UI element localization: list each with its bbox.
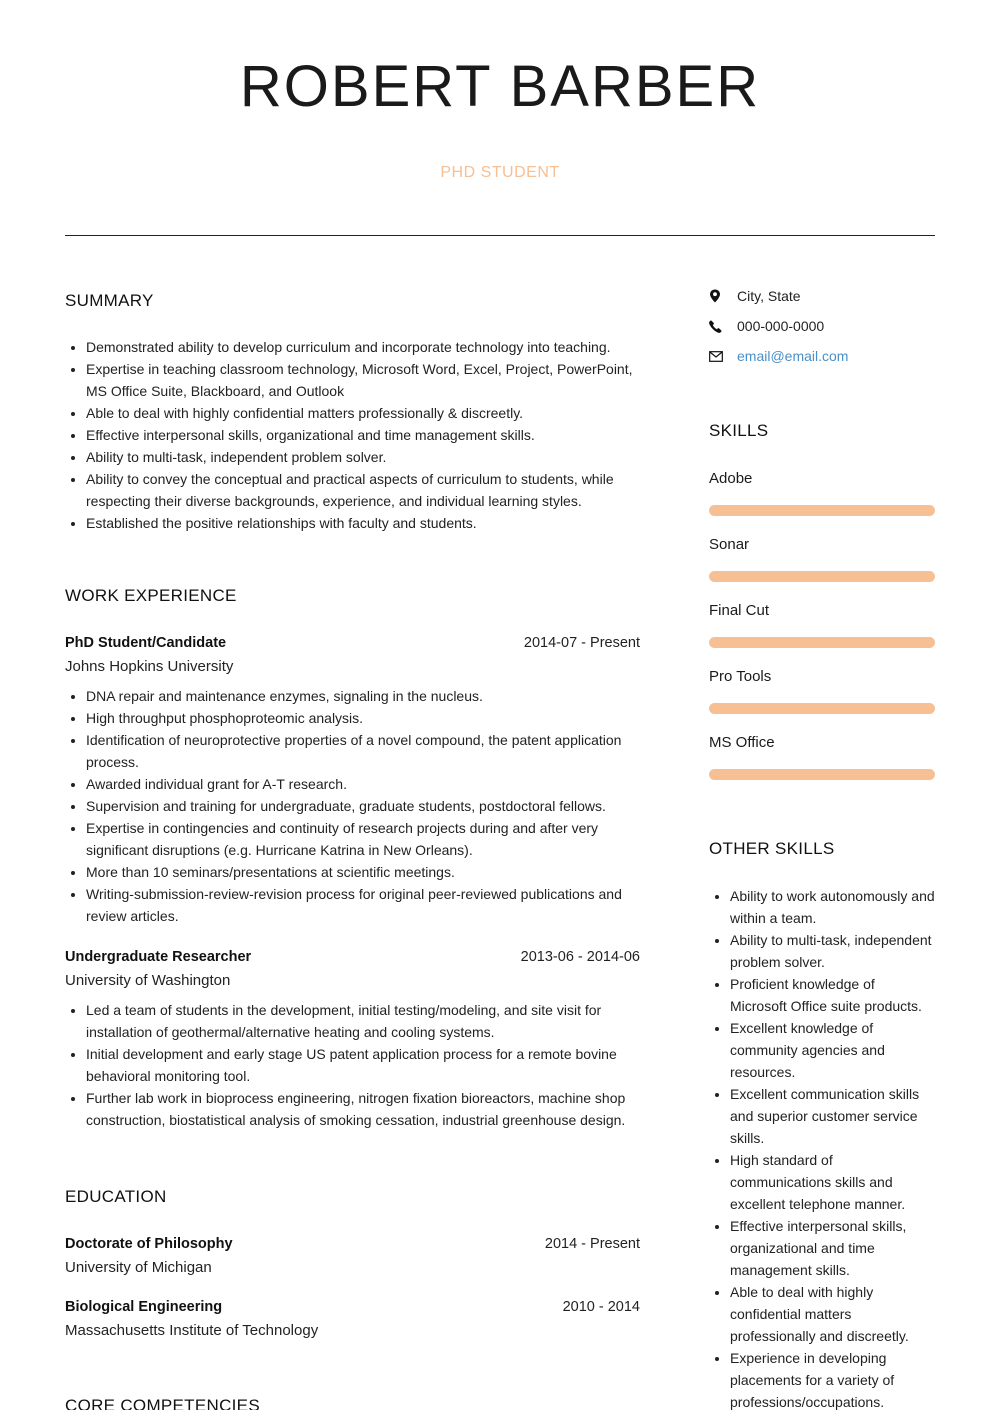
education-dates: 2014 - Present	[544, 1236, 640, 1252]
school-name: University of Michigan	[65, 1259, 212, 1276]
core-competencies-section	[65, 1395, 640, 1410]
experience-section	[65, 585, 640, 1131]
list-item: • Ability to work autonomously and within a team.	[730, 885, 935, 929]
list-item: • Ability to multi-task, independent problem solver.	[86, 446, 640, 468]
list-item: • Excellent knowledge of community agencies and resources.	[730, 1017, 935, 1083]
experience-heading: WORK EXPERIENCE	[65, 586, 237, 605]
skill-name: MS Office	[709, 734, 775, 751]
skill-bar	[709, 571, 935, 582]
list-item: • Experience in developing placements for a variety of professions/occupations.	[730, 1347, 935, 1410]
job-header	[65, 632, 640, 654]
list-item: • Established the positive relationships with faculty and students.	[86, 512, 640, 534]
list-item: • Able to deal with highly confidential matters professionally and discreetly.	[730, 1281, 935, 1347]
skill-name: Pro Tools	[709, 668, 772, 685]
job-dates: 2014-07 - Present	[523, 635, 640, 651]
list-item: • Supervision and training for undergraduate, graduate students, postdoctoral fellows.	[86, 795, 640, 817]
job-organization: Johns Hopkins University	[65, 658, 234, 675]
contact-email	[709, 341, 935, 371]
skill-item	[709, 534, 935, 582]
other-skills-heading: OTHER SKILLS	[709, 839, 835, 858]
candidate-name: ROBERT BARBER	[239, 54, 761, 119]
list-item: • Initial development and early stage US patent application process for a remote bovine behavioral monitoring tool.	[86, 1043, 640, 1087]
education-dates: 2010 - 2014	[562, 1299, 640, 1315]
email-link[interactable]: email@email.com	[737, 348, 849, 364]
skill-bar	[709, 769, 935, 780]
list-item: • Led a team of students in the development, initial testing/modeling, and site visit for installation of geothermal/alternative heating and cooling systems.	[86, 999, 640, 1043]
list-item: • Further lab work in bioprocess engineering, nitrogen fixation bioreactors, machine shop construction, biostatistical analysis of smoking cessation, industrial greenhouse design.	[86, 1087, 640, 1131]
contact-phone	[709, 311, 935, 341]
job-duties	[65, 999, 640, 1131]
education-entry	[65, 1233, 640, 1279]
contact-location	[709, 281, 935, 311]
list-item: • Excellent communication skills and superior customer service skills.	[730, 1083, 935, 1149]
skill-bar-fill	[709, 637, 935, 648]
resume-header	[0, 0, 1000, 236]
list-item: • Writing-submission-review-revision process for original peer-reviewed publications and review articles.	[86, 883, 640, 927]
education-heading: EDUCATION	[65, 1187, 167, 1206]
skill-item	[709, 468, 935, 516]
skills-list	[709, 468, 935, 780]
header-divider	[65, 235, 935, 236]
education-header	[65, 1296, 640, 1318]
list-item: • Expertise in teaching classroom technology, Microsoft Word, Excel, Project, PowerPoint, MS Office Suite, Blackboard, and Outlook	[86, 358, 640, 402]
list-item: • Awarded individual grant for A-T research.	[86, 773, 640, 795]
candidate-title: PHD STUDENT	[440, 164, 560, 181]
list-item: • Ability to convey the conceptual and practical aspects of curriculum to students, while respecting their diverse backgrounds, experience, and individual learning styles.	[86, 468, 640, 512]
degree-name: Doctorate of Philosophy	[65, 1236, 233, 1252]
list-item: • Ability to multi-task, independent problem solver.	[730, 929, 935, 973]
skill-name: Final Cut	[709, 602, 770, 619]
job-dates: 2013-06 - 2014-06	[520, 949, 640, 965]
job-entry	[65, 632, 640, 927]
skill-name: Adobe	[709, 470, 753, 487]
job-header	[65, 946, 640, 968]
job-title: Undergraduate Researcher	[65, 949, 252, 965]
map-pin-icon	[709, 289, 737, 303]
list-item: • Demonstrated ability to develop curriculum and incorporate technology into teaching.	[86, 336, 640, 358]
list-item: • DNA repair and maintenance enzymes, signaling in the nucleus.	[86, 685, 640, 707]
skill-bar-fill	[709, 571, 935, 582]
job-entry	[65, 946, 640, 1131]
skill-bar-fill	[709, 505, 935, 516]
summary-heading: SUMMARY	[65, 291, 154, 310]
education-entry	[65, 1296, 640, 1342]
other-skills-section	[709, 838, 935, 1410]
summary-list	[65, 336, 640, 534]
education-section	[65, 1186, 640, 1342]
phone-icon	[709, 320, 737, 333]
list-item: • More than 10 seminars/presentations at scientific meetings.	[86, 861, 640, 883]
other-skills-list	[709, 885, 935, 1410]
list-item: • Expertise in contingencies and continuity of research projects during and after very significant disruptions (e.g. Hurricane Katrina in New Orleans).	[86, 817, 640, 861]
list-item: • High standard of communications skills and excellent telephone manner.	[730, 1149, 935, 1215]
list-item: • Proficient knowledge of Microsoft Office suite products.	[730, 973, 935, 1017]
job-organization: University of Washington	[65, 972, 231, 989]
core-competencies-heading: CORE COMPETENCIES	[65, 1396, 260, 1410]
skill-item	[709, 732, 935, 780]
skill-bar	[709, 703, 935, 714]
list-item: • Effective interpersonal skills, organizational and time management skills.	[730, 1215, 935, 1281]
envelope-icon	[709, 351, 737, 362]
school-name: Massachusetts Institute of Technology	[65, 1322, 319, 1339]
list-item: • Effective interpersonal skills, organizational and time management skills.	[86, 424, 640, 446]
summary-section	[65, 290, 640, 534]
skill-name: Sonar	[709, 536, 750, 553]
skill-bar-fill	[709, 769, 935, 780]
skill-bar-fill	[709, 703, 935, 714]
job-duties	[65, 685, 640, 927]
skill-bar	[709, 637, 935, 648]
contact-block	[709, 281, 935, 371]
education-header	[65, 1233, 640, 1255]
degree-name: Biological Engineering	[65, 1299, 223, 1315]
skills-section	[709, 420, 935, 798]
skill-item	[709, 666, 935, 714]
location-text: City, State	[737, 288, 801, 304]
skill-item	[709, 600, 935, 648]
list-item: • Able to deal with highly confidential matters professionally & discreetly.	[86, 402, 640, 424]
phone-text: 000-000-0000	[737, 318, 825, 334]
list-item: • Identification of neuroprotective properties of a novel compound, the patent application process.	[86, 729, 640, 773]
job-title: PhD Student/Candidate	[65, 635, 227, 651]
list-item: • High throughput phosphoproteomic analysis.	[86, 707, 640, 729]
skill-bar	[709, 505, 935, 516]
skills-heading: SKILLS	[709, 421, 769, 440]
